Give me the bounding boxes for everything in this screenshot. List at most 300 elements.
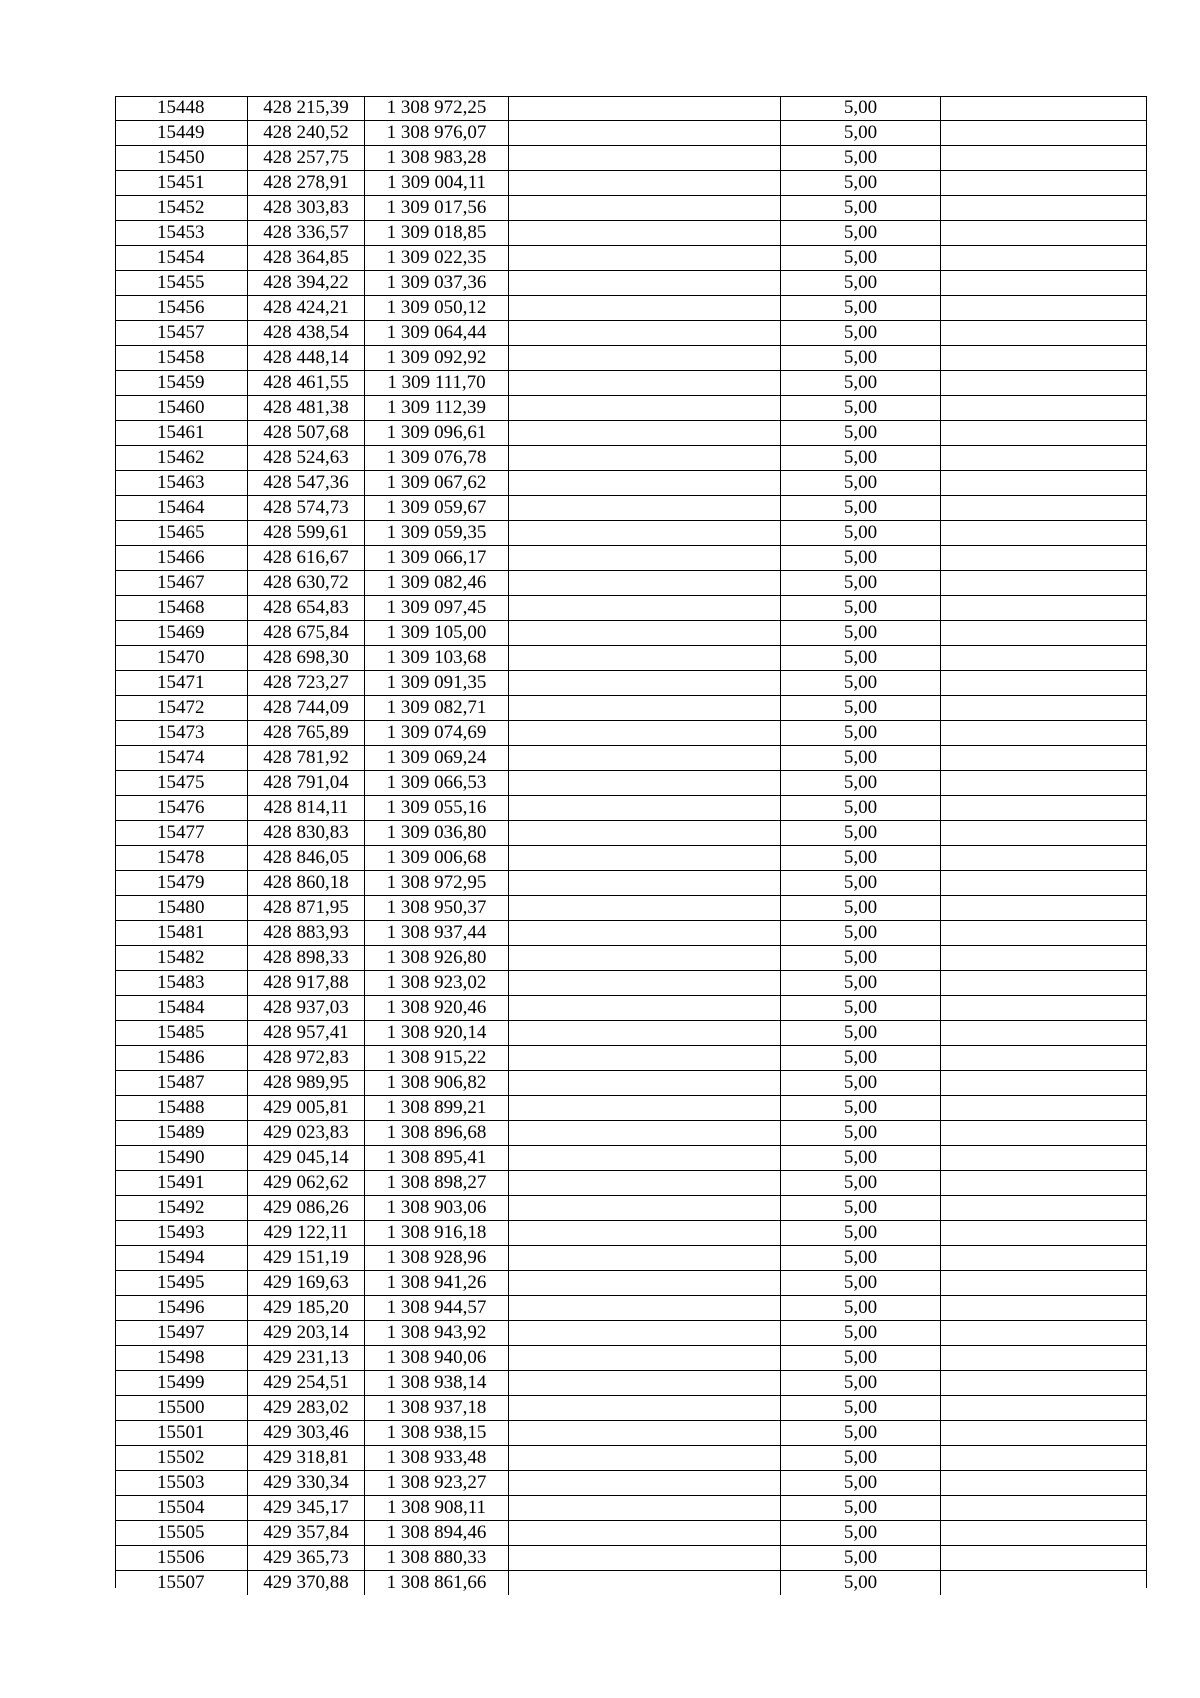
point-number-cell: 15485 — [115, 1020, 248, 1045]
y-coordinate-cell: 1 309 037,36 — [365, 270, 509, 295]
y-coordinate-cell: 1 309 022,35 — [365, 245, 509, 270]
table-row — [115, 620, 1147, 645]
accuracy-cell: 5,00 — [781, 570, 941, 595]
table-row — [115, 1270, 1147, 1295]
y-coordinate-cell: 1 308 943,92 — [365, 1320, 509, 1345]
description-cell — [509, 1220, 781, 1245]
point-number-cell: 15496 — [115, 1295, 248, 1320]
description-cell — [509, 1545, 781, 1570]
accuracy-cell: 5,00 — [781, 1420, 941, 1445]
x-coordinate-cell: 428 871,95 — [248, 895, 365, 920]
point-number-cell: 15493 — [115, 1220, 248, 1245]
point-number-cell: 15498 — [115, 1345, 248, 1370]
table-row — [115, 420, 1147, 445]
notes-cell — [941, 1320, 1147, 1345]
table-row — [115, 170, 1147, 195]
x-coordinate-cell: 429 357,84 — [248, 1520, 365, 1545]
accuracy-cell: 5,00 — [781, 545, 941, 570]
coordinates-table-frame — [115, 96, 1147, 1594]
notes-cell — [941, 795, 1147, 820]
notes-cell — [941, 1345, 1147, 1370]
table-row — [115, 1120, 1147, 1145]
y-coordinate-cell: 1 309 097,45 — [365, 595, 509, 620]
description-cell — [509, 620, 781, 645]
x-coordinate-cell: 429 086,26 — [248, 1195, 365, 1220]
y-coordinate-cell: 1 309 059,35 — [365, 520, 509, 545]
x-coordinate-cell: 429 231,13 — [248, 1345, 365, 1370]
notes-cell — [941, 195, 1147, 220]
y-coordinate-cell: 1 308 940,06 — [365, 1345, 509, 1370]
y-coordinate-cell: 1 308 896,68 — [365, 1120, 509, 1145]
y-coordinate-cell: 1 308 923,02 — [365, 970, 509, 995]
description-cell — [509, 1320, 781, 1345]
x-coordinate-cell: 429 365,73 — [248, 1545, 365, 1570]
x-coordinate-cell: 428 972,83 — [248, 1045, 365, 1070]
table-row — [115, 145, 1147, 170]
x-coordinate-cell: 428 883,93 — [248, 920, 365, 945]
table-row — [115, 945, 1147, 970]
description-cell — [509, 720, 781, 745]
table-row — [115, 395, 1147, 420]
y-coordinate-cell: 1 309 069,24 — [365, 745, 509, 770]
notes-cell — [941, 945, 1147, 970]
description-cell — [509, 245, 781, 270]
y-coordinate-cell: 1 309 103,68 — [365, 645, 509, 670]
x-coordinate-cell: 428 336,57 — [248, 220, 365, 245]
x-coordinate-cell: 428 574,73 — [248, 495, 365, 520]
table-row — [115, 795, 1147, 820]
table-row — [115, 845, 1147, 870]
accuracy-cell: 5,00 — [781, 720, 941, 745]
accuracy-cell: 5,00 — [781, 1270, 941, 1295]
notes-cell — [941, 995, 1147, 1020]
x-coordinate-cell: 429 062,62 — [248, 1170, 365, 1195]
table-row — [115, 1070, 1147, 1095]
x-coordinate-cell: 428 860,18 — [248, 870, 365, 895]
point-number-cell: 15506 — [115, 1545, 248, 1570]
notes-cell — [941, 96, 1147, 121]
point-number-cell: 15504 — [115, 1495, 248, 1520]
x-coordinate-cell: 429 330,34 — [248, 1470, 365, 1495]
accuracy-cell: 5,00 — [781, 420, 941, 445]
table-row — [115, 745, 1147, 770]
x-coordinate-cell: 428 394,22 — [248, 270, 365, 295]
y-coordinate-cell: 1 308 908,11 — [365, 1495, 509, 1520]
point-number-cell: 15481 — [115, 920, 248, 945]
accuracy-cell: 5,00 — [781, 445, 941, 470]
accuracy-cell: 5,00 — [781, 1345, 941, 1370]
y-coordinate-cell: 1 308 880,33 — [365, 1545, 509, 1570]
x-coordinate-cell: 428 791,04 — [248, 770, 365, 795]
notes-cell — [941, 320, 1147, 345]
notes-cell — [941, 1520, 1147, 1545]
description-cell — [509, 1020, 781, 1045]
point-number-cell: 15482 — [115, 945, 248, 970]
y-coordinate-cell: 1 309 092,92 — [365, 345, 509, 370]
y-coordinate-cell: 1 309 066,53 — [365, 770, 509, 795]
x-coordinate-cell: 428 723,27 — [248, 670, 365, 695]
description-cell — [509, 645, 781, 670]
notes-cell — [941, 470, 1147, 495]
table-row — [115, 495, 1147, 520]
table-row — [115, 1395, 1147, 1420]
notes-cell — [941, 245, 1147, 270]
accuracy-cell: 5,00 — [781, 820, 941, 845]
y-coordinate-cell: 1 308 976,07 — [365, 120, 509, 145]
table-row — [115, 1520, 1147, 1545]
y-coordinate-cell: 1 309 112,39 — [365, 395, 509, 420]
notes-cell — [941, 445, 1147, 470]
table-row — [115, 1245, 1147, 1270]
table-row — [115, 645, 1147, 670]
x-coordinate-cell: 428 257,75 — [248, 145, 365, 170]
description-cell — [509, 370, 781, 395]
point-number-cell: 15494 — [115, 1245, 248, 1270]
accuracy-cell: 5,00 — [781, 695, 941, 720]
accuracy-cell: 5,00 — [781, 795, 941, 820]
notes-cell — [941, 1220, 1147, 1245]
notes-cell — [941, 220, 1147, 245]
description-cell — [509, 495, 781, 520]
y-coordinate-cell: 1 308 972,95 — [365, 870, 509, 895]
description-cell — [509, 695, 781, 720]
point-number-cell: 15465 — [115, 520, 248, 545]
x-coordinate-cell: 428 937,03 — [248, 995, 365, 1020]
notes-cell — [941, 1295, 1147, 1320]
x-coordinate-cell: 428 698,30 — [248, 645, 365, 670]
description-cell — [509, 1395, 781, 1420]
description-cell — [509, 870, 781, 895]
point-number-cell: 15489 — [115, 1120, 248, 1145]
accuracy-cell: 5,00 — [781, 495, 941, 520]
accuracy-cell: 5,00 — [781, 1545, 941, 1570]
accuracy-cell: 5,00 — [781, 845, 941, 870]
y-coordinate-cell: 1 309 111,70 — [365, 370, 509, 395]
description-cell — [509, 320, 781, 345]
notes-cell — [941, 570, 1147, 595]
point-number-cell: 15499 — [115, 1370, 248, 1395]
point-number-cell: 15462 — [115, 445, 248, 470]
y-coordinate-cell: 1 309 064,44 — [365, 320, 509, 345]
y-coordinate-cell: 1 308 928,96 — [365, 1245, 509, 1270]
point-number-cell: 15469 — [115, 620, 248, 645]
y-coordinate-cell: 1 309 105,00 — [365, 620, 509, 645]
y-coordinate-cell: 1 308 933,48 — [365, 1445, 509, 1470]
description-cell — [509, 795, 781, 820]
description-cell — [509, 1045, 781, 1070]
notes-cell — [941, 270, 1147, 295]
x-coordinate-cell: 428 599,61 — [248, 520, 365, 545]
notes-cell — [941, 1495, 1147, 1520]
y-coordinate-cell: 1 308 915,22 — [365, 1045, 509, 1070]
table-row — [115, 670, 1147, 695]
x-coordinate-cell: 428 507,68 — [248, 420, 365, 445]
table-row — [115, 520, 1147, 545]
x-coordinate-cell: 428 846,05 — [248, 845, 365, 870]
y-coordinate-cell: 1 309 096,61 — [365, 420, 509, 445]
y-coordinate-cell: 1 309 076,78 — [365, 445, 509, 470]
notes-cell — [941, 895, 1147, 920]
table-row — [115, 1470, 1147, 1495]
accuracy-cell: 5,00 — [781, 395, 941, 420]
notes-cell — [941, 645, 1147, 670]
table-row — [115, 320, 1147, 345]
point-number-cell: 15461 — [115, 420, 248, 445]
point-number-cell: 15478 — [115, 845, 248, 870]
x-coordinate-cell: 428 898,33 — [248, 945, 365, 970]
x-coordinate-cell: 429 169,63 — [248, 1270, 365, 1295]
y-coordinate-cell: 1 309 067,62 — [365, 470, 509, 495]
y-coordinate-cell: 1 308 941,26 — [365, 1270, 509, 1295]
accuracy-cell: 5,00 — [781, 1045, 941, 1070]
x-coordinate-cell: 428 814,11 — [248, 795, 365, 820]
point-number-cell: 15479 — [115, 870, 248, 895]
accuracy-cell: 5,00 — [781, 1470, 941, 1495]
notes-cell — [941, 1395, 1147, 1420]
notes-cell — [941, 720, 1147, 745]
accuracy-cell: 5,00 — [781, 270, 941, 295]
notes-cell — [941, 420, 1147, 445]
accuracy-cell: 5,00 — [781, 770, 941, 795]
notes-cell — [941, 620, 1147, 645]
notes-cell — [941, 1445, 1147, 1470]
description-cell — [509, 745, 781, 770]
y-coordinate-cell: 1 309 055,16 — [365, 795, 509, 820]
x-coordinate-cell: 429 122,11 — [248, 1220, 365, 1245]
table-row — [115, 595, 1147, 620]
accuracy-cell: 5,00 — [781, 120, 941, 145]
description-cell — [509, 1420, 781, 1445]
accuracy-cell: 5,00 — [781, 195, 941, 220]
description-cell — [509, 220, 781, 245]
point-number-cell: 15480 — [115, 895, 248, 920]
table-row — [115, 96, 1147, 121]
y-coordinate-cell: 1 309 066,17 — [365, 545, 509, 570]
notes-cell — [941, 595, 1147, 620]
y-coordinate-cell: 1 309 036,80 — [365, 820, 509, 845]
table-row — [115, 995, 1147, 1020]
y-coordinate-cell: 1 308 937,44 — [365, 920, 509, 945]
notes-cell — [941, 545, 1147, 570]
description-cell — [509, 1345, 781, 1370]
y-coordinate-cell: 1 308 944,57 — [365, 1295, 509, 1320]
accuracy-cell: 5,00 — [781, 96, 941, 121]
description-cell — [509, 845, 781, 870]
x-coordinate-cell: 428 957,41 — [248, 1020, 365, 1045]
point-number-cell: 15501 — [115, 1420, 248, 1445]
table-row — [115, 295, 1147, 320]
accuracy-cell: 5,00 — [781, 870, 941, 895]
y-coordinate-cell: 1 308 937,18 — [365, 1395, 509, 1420]
point-number-cell: 15505 — [115, 1520, 248, 1545]
description-cell — [509, 1445, 781, 1470]
x-coordinate-cell: 429 045,14 — [248, 1145, 365, 1170]
x-coordinate-cell: 428 448,14 — [248, 345, 365, 370]
notes-cell — [941, 845, 1147, 870]
accuracy-cell: 5,00 — [781, 745, 941, 770]
accuracy-cell: 5,00 — [781, 1395, 941, 1420]
notes-cell — [941, 1145, 1147, 1170]
description-cell — [509, 1170, 781, 1195]
accuracy-cell: 5,00 — [781, 620, 941, 645]
point-number-cell: 15448 — [115, 96, 248, 121]
accuracy-cell: 5,00 — [781, 1245, 941, 1270]
accuracy-cell: 5,00 — [781, 1020, 941, 1045]
description-cell — [509, 770, 781, 795]
table-row — [115, 1020, 1147, 1045]
table-row — [115, 1445, 1147, 1470]
table-row — [115, 470, 1147, 495]
notes-cell — [941, 1120, 1147, 1145]
table-row — [115, 1045, 1147, 1070]
accuracy-cell: 5,00 — [781, 1145, 941, 1170]
notes-cell — [941, 520, 1147, 545]
notes-cell — [941, 1095, 1147, 1120]
description-cell — [509, 1070, 781, 1095]
table-row — [115, 1420, 1147, 1445]
point-number-cell: 15472 — [115, 695, 248, 720]
point-number-cell: 15495 — [115, 1270, 248, 1295]
description-cell — [509, 170, 781, 195]
description-cell — [509, 1495, 781, 1520]
description-cell — [509, 96, 781, 121]
point-number-cell: 15475 — [115, 770, 248, 795]
accuracy-cell: 5,00 — [781, 1120, 941, 1145]
table-row — [115, 1545, 1147, 1570]
notes-cell — [941, 920, 1147, 945]
accuracy-cell: 5,00 — [781, 1070, 941, 1095]
description-cell — [509, 670, 781, 695]
notes-cell — [941, 1070, 1147, 1095]
accuracy-cell: 5,00 — [781, 345, 941, 370]
x-coordinate-cell: 428 765,89 — [248, 720, 365, 745]
y-coordinate-cell: 1 308 920,46 — [365, 995, 509, 1020]
description-cell — [509, 145, 781, 170]
table-row — [115, 695, 1147, 720]
table-row — [115, 445, 1147, 470]
table-row — [115, 1095, 1147, 1120]
notes-cell — [941, 1570, 1147, 1595]
table-row — [115, 245, 1147, 270]
point-number-cell: 15467 — [115, 570, 248, 595]
point-number-cell: 15474 — [115, 745, 248, 770]
description-cell — [509, 420, 781, 445]
y-coordinate-cell: 1 308 938,14 — [365, 1370, 509, 1395]
x-coordinate-cell: 428 524,63 — [248, 445, 365, 470]
notes-cell — [941, 970, 1147, 995]
table-row — [115, 345, 1147, 370]
table-row — [115, 570, 1147, 595]
x-coordinate-cell: 429 185,20 — [248, 1295, 365, 1320]
notes-cell — [941, 695, 1147, 720]
y-coordinate-cell: 1 308 916,18 — [365, 1220, 509, 1245]
table-row — [115, 920, 1147, 945]
point-number-cell: 15470 — [115, 645, 248, 670]
x-coordinate-cell: 428 675,84 — [248, 620, 365, 645]
x-coordinate-cell: 428 240,52 — [248, 120, 365, 145]
coordinates-table-body — [115, 96, 1147, 1596]
point-number-cell: 15487 — [115, 1070, 248, 1095]
table-row — [115, 720, 1147, 745]
description-cell — [509, 820, 781, 845]
accuracy-cell: 5,00 — [781, 520, 941, 545]
accuracy-cell: 5,00 — [781, 370, 941, 395]
accuracy-cell: 5,00 — [781, 320, 941, 345]
accuracy-cell: 5,00 — [781, 1195, 941, 1220]
point-number-cell: 15468 — [115, 595, 248, 620]
table-row — [115, 370, 1147, 395]
y-coordinate-cell: 1 309 018,85 — [365, 220, 509, 245]
point-number-cell: 15502 — [115, 1445, 248, 1470]
coordinates-table — [115, 96, 1147, 1596]
notes-cell — [941, 1170, 1147, 1195]
point-number-cell: 15457 — [115, 320, 248, 345]
y-coordinate-cell: 1 309 050,12 — [365, 295, 509, 320]
accuracy-cell: 5,00 — [781, 670, 941, 695]
accuracy-cell: 5,00 — [781, 1520, 941, 1545]
point-number-cell: 15483 — [115, 970, 248, 995]
y-coordinate-cell: 1 309 017,56 — [365, 195, 509, 220]
y-coordinate-cell: 1 309 082,71 — [365, 695, 509, 720]
x-coordinate-cell: 429 151,19 — [248, 1245, 365, 1270]
notes-cell — [941, 1470, 1147, 1495]
description-cell — [509, 445, 781, 470]
table-row — [115, 1570, 1147, 1595]
point-number-cell: 15490 — [115, 1145, 248, 1170]
accuracy-cell: 5,00 — [781, 145, 941, 170]
description-cell — [509, 945, 781, 970]
notes-cell — [941, 1545, 1147, 1570]
description-cell — [509, 545, 781, 570]
point-number-cell: 15484 — [115, 995, 248, 1020]
accuracy-cell: 5,00 — [781, 1495, 941, 1520]
y-coordinate-cell: 1 308 894,46 — [365, 1520, 509, 1545]
table-row — [115, 1195, 1147, 1220]
point-number-cell: 15456 — [115, 295, 248, 320]
point-number-cell: 15477 — [115, 820, 248, 845]
accuracy-cell: 5,00 — [781, 1220, 941, 1245]
notes-cell — [941, 295, 1147, 320]
notes-cell — [941, 395, 1147, 420]
y-coordinate-cell: 1 308 920,14 — [365, 1020, 509, 1045]
y-coordinate-cell: 1 308 898,27 — [365, 1170, 509, 1195]
x-coordinate-cell: 429 254,51 — [248, 1370, 365, 1395]
accuracy-cell: 5,00 — [781, 470, 941, 495]
x-coordinate-cell: 428 438,54 — [248, 320, 365, 345]
description-cell — [509, 1120, 781, 1145]
table-row — [115, 545, 1147, 570]
notes-cell — [941, 770, 1147, 795]
point-number-cell: 15460 — [115, 395, 248, 420]
x-coordinate-cell: 429 345,17 — [248, 1495, 365, 1520]
point-number-cell: 15500 — [115, 1395, 248, 1420]
point-number-cell: 15473 — [115, 720, 248, 745]
point-number-cell: 15476 — [115, 795, 248, 820]
table-row — [115, 1145, 1147, 1170]
point-number-cell: 15492 — [115, 1195, 248, 1220]
accuracy-cell: 5,00 — [781, 645, 941, 670]
y-coordinate-cell: 1 308 983,28 — [365, 145, 509, 170]
point-number-cell: 15463 — [115, 470, 248, 495]
point-number-cell: 15449 — [115, 120, 248, 145]
x-coordinate-cell: 428 461,55 — [248, 370, 365, 395]
description-cell — [509, 1145, 781, 1170]
y-coordinate-cell: 1 308 903,06 — [365, 1195, 509, 1220]
notes-cell — [941, 345, 1147, 370]
point-number-cell: 15454 — [115, 245, 248, 270]
accuracy-cell: 5,00 — [781, 1445, 941, 1470]
description-cell — [509, 195, 781, 220]
